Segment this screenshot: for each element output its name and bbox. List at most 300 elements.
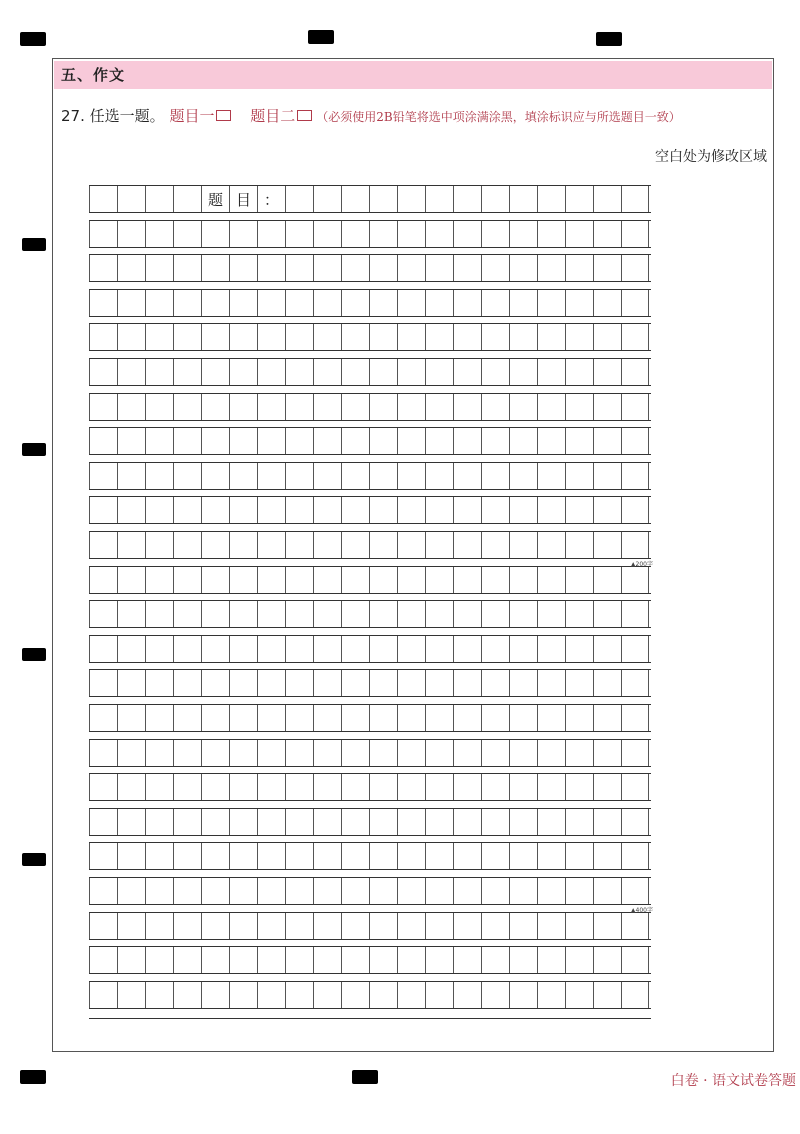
grid-cell[interactable] [313,532,341,558]
grid-cell[interactable] [593,359,621,385]
grid-cell[interactable] [397,705,425,731]
grid-cell[interactable] [397,497,425,523]
grid-cell[interactable] [593,601,621,627]
grid-cell[interactable] [593,982,621,1008]
grid-cell[interactable] [89,186,117,212]
grid-cell[interactable] [593,705,621,731]
grid-cell[interactable] [425,394,453,420]
grid-cell[interactable] [229,670,257,696]
grid-cell[interactable] [397,567,425,593]
grid-cell[interactable] [369,705,397,731]
grid-cell[interactable] [341,982,369,1008]
grid-cell[interactable] [341,463,369,489]
grid-cell[interactable] [257,843,285,869]
grid-cell[interactable] [481,636,509,662]
grid-cell[interactable] [593,913,621,939]
grid-cell[interactable] [173,497,201,523]
grid-cell[interactable] [369,221,397,247]
grid-cell[interactable] [341,221,369,247]
grid-cell[interactable] [173,221,201,247]
grid-cell[interactable] [593,463,621,489]
grid-cell[interactable] [509,601,537,627]
grid-cell[interactable] [509,913,537,939]
grid-cell[interactable] [117,359,145,385]
grid-cell[interactable] [565,463,593,489]
grid-cell[interactable] [537,497,565,523]
grid-cell[interactable] [89,740,117,766]
grid-cell[interactable] [593,290,621,316]
grid-cell[interactable] [369,359,397,385]
grid-cell[interactable] [341,947,369,973]
grid-cell[interactable] [509,843,537,869]
grid-cell[interactable] [229,913,257,939]
grid-cell[interactable] [537,255,565,281]
grid-cell[interactable] [509,809,537,835]
grid-cell[interactable] [453,601,481,627]
grid-cell[interactable] [537,324,565,350]
grid-cell[interactable] [145,324,173,350]
grid-cell[interactable] [229,705,257,731]
grid-cell[interactable] [341,601,369,627]
grid-cell[interactable] [593,221,621,247]
grid-cell[interactable] [453,497,481,523]
grid-cell[interactable] [621,567,649,593]
grid-cell[interactable] [229,324,257,350]
grid-cell[interactable] [425,947,453,973]
grid-cell[interactable] [173,567,201,593]
grid-cell[interactable] [509,394,537,420]
grid-cell[interactable] [425,774,453,800]
grid-cell[interactable] [621,636,649,662]
grid-cell[interactable] [341,394,369,420]
grid-cell[interactable] [313,290,341,316]
grid-cell[interactable] [229,497,257,523]
grid-cell[interactable] [229,809,257,835]
grid-cell[interactable] [565,428,593,454]
grid-cell[interactable] [425,567,453,593]
grid-cell[interactable] [285,843,313,869]
grid-cell[interactable] [313,774,341,800]
grid-cell[interactable] [229,463,257,489]
grid-cell[interactable] [341,636,369,662]
grid-cell[interactable] [425,186,453,212]
grid-cell[interactable] [425,601,453,627]
grid-cell[interactable] [341,532,369,558]
grid-cell[interactable] [481,221,509,247]
grid-cell[interactable] [341,705,369,731]
grid-cell[interactable] [509,982,537,1008]
grid-cell[interactable] [425,982,453,1008]
grid-cell[interactable] [89,982,117,1008]
grid-cell[interactable] [481,740,509,766]
grid-cell[interactable] [257,428,285,454]
grid-cell[interactable] [145,809,173,835]
grid-cell[interactable] [453,428,481,454]
grid-cell[interactable] [285,636,313,662]
grid-cell[interactable] [229,290,257,316]
grid-cell[interactable] [593,324,621,350]
grid-cell[interactable] [285,670,313,696]
grid-cell[interactable] [173,394,201,420]
grid-cell[interactable] [621,740,649,766]
grid-cell[interactable] [89,843,117,869]
grid-cell[interactable] [425,532,453,558]
grid-cell[interactable] [173,843,201,869]
grid-cell[interactable] [229,394,257,420]
grid-cell[interactable] [397,428,425,454]
grid-cell[interactable] [537,843,565,869]
grid-cell[interactable] [145,359,173,385]
grid-cell[interactable] [369,601,397,627]
grid-cell[interactable] [593,809,621,835]
grid-cell[interactable] [537,740,565,766]
grid-cell[interactable] [117,394,145,420]
grid-cell[interactable] [509,878,537,904]
grid-cell[interactable] [397,255,425,281]
grid-cell[interactable] [89,913,117,939]
grid-cell[interactable] [481,359,509,385]
grid-cell[interactable] [257,705,285,731]
grid-cell[interactable] [453,774,481,800]
grid-cell[interactable] [117,463,145,489]
grid-cell[interactable] [453,843,481,869]
grid-cell[interactable] [341,878,369,904]
grid-cell[interactable] [565,947,593,973]
grid-cell[interactable] [173,463,201,489]
grid-cell[interactable] [369,878,397,904]
grid-cell[interactable] [117,428,145,454]
grid-cell[interactable] [285,705,313,731]
grid-cell[interactable] [565,186,593,212]
grid-cell[interactable] [621,186,649,212]
grid-cell[interactable] [89,567,117,593]
grid-cell[interactable] [229,601,257,627]
grid-cell[interactable] [173,809,201,835]
grid-cell[interactable] [565,740,593,766]
grid-cell[interactable] [89,324,117,350]
grid-cell[interactable] [201,359,229,385]
grid-cell[interactable] [229,255,257,281]
grid-cell[interactable] [257,636,285,662]
grid-cell[interactable] [481,567,509,593]
grid-cell[interactable] [173,290,201,316]
grid-cell[interactable] [369,497,397,523]
grid-cell[interactable] [201,567,229,593]
grid-cell[interactable] [509,186,537,212]
grid-cell[interactable] [285,913,313,939]
grid-cell[interactable] [257,982,285,1008]
grid-cell[interactable] [621,255,649,281]
grid-cell[interactable] [397,221,425,247]
grid-cell[interactable] [537,982,565,1008]
grid-cell[interactable] [117,774,145,800]
grid-cell[interactable] [565,878,593,904]
grid-cell[interactable] [285,497,313,523]
grid-cell[interactable] [481,670,509,696]
grid-cell[interactable] [509,740,537,766]
grid-cell[interactable] [397,809,425,835]
grid-cell[interactable] [89,601,117,627]
grid-cell[interactable] [285,567,313,593]
grid-cell[interactable] [369,670,397,696]
grid-cell[interactable] [369,324,397,350]
grid-cell[interactable] [285,982,313,1008]
grid-cell[interactable] [145,913,173,939]
grid-cell[interactable] [621,221,649,247]
grid-cell[interactable] [313,394,341,420]
grid-cell[interactable] [369,843,397,869]
grid-cell[interactable] [565,705,593,731]
grid-cell[interactable] [313,497,341,523]
grid-cell[interactable] [565,532,593,558]
grid-cell[interactable] [621,947,649,973]
grid-cell[interactable] [341,843,369,869]
grid-cell[interactable] [537,567,565,593]
grid-cell[interactable] [145,601,173,627]
grid-cell[interactable] [593,255,621,281]
grid-cell[interactable] [145,497,173,523]
grid-cell[interactable] [257,601,285,627]
grid-cell[interactable] [425,497,453,523]
grid-cell[interactable] [565,324,593,350]
grid-cell[interactable] [621,532,649,558]
grid-cell[interactable] [201,394,229,420]
grid-cell[interactable] [537,809,565,835]
grid-cell[interactable] [145,670,173,696]
grid-cell[interactable] [285,394,313,420]
grid-cell[interactable] [257,774,285,800]
option-topic-2-checkbox[interactable] [297,110,312,121]
grid-cell[interactable] [173,670,201,696]
grid-cell[interactable] [89,878,117,904]
grid-cell[interactable] [117,532,145,558]
grid-cell[interactable] [537,947,565,973]
grid-cell[interactable] [229,878,257,904]
grid-cell[interactable] [89,359,117,385]
grid-cell[interactable] [201,221,229,247]
grid-cell[interactable] [229,532,257,558]
grid-cell[interactable] [481,255,509,281]
grid-cell[interactable] [621,463,649,489]
grid-cell[interactable] [565,636,593,662]
grid-cell[interactable] [117,497,145,523]
grid-cell[interactable] [453,290,481,316]
grid-cell[interactable] [117,324,145,350]
grid-cell[interactable] [453,567,481,593]
grid-cell[interactable] [341,324,369,350]
grid-cell[interactable] [537,428,565,454]
grid-cell[interactable] [537,670,565,696]
grid-cell[interactable] [117,567,145,593]
grid-cell[interactable] [145,428,173,454]
grid-cell[interactable] [593,878,621,904]
grid-cell[interactable] [117,290,145,316]
grid-cell[interactable] [229,740,257,766]
grid-cell[interactable] [341,740,369,766]
grid-cell[interactable] [313,324,341,350]
grid-cell[interactable] [425,809,453,835]
grid-cell[interactable] [509,324,537,350]
grid-cell[interactable] [565,290,593,316]
grid-cell[interactable] [425,255,453,281]
grid-cell[interactable] [145,567,173,593]
grid-cell[interactable] [369,982,397,1008]
grid-cell[interactable] [481,186,509,212]
grid-cell[interactable] [593,774,621,800]
grid-cell[interactable] [565,913,593,939]
grid-cell[interactable] [145,186,173,212]
grid-cell[interactable] [537,394,565,420]
grid-cell[interactable] [425,428,453,454]
grid-cell[interactable] [425,705,453,731]
grid-cell[interactable] [285,186,313,212]
grid-cell[interactable] [201,774,229,800]
grid-cell[interactable] [173,359,201,385]
grid-cell[interactable] [621,982,649,1008]
grid-cell[interactable] [89,497,117,523]
grid-cell[interactable] [313,567,341,593]
grid-cell[interactable] [257,463,285,489]
grid-cell[interactable] [397,947,425,973]
grid-cell[interactable] [257,394,285,420]
grid-cell[interactable] [593,843,621,869]
grid-cell[interactable] [173,878,201,904]
grid-cell[interactable] [537,359,565,385]
grid-cell[interactable] [621,774,649,800]
grid-cell[interactable] [313,359,341,385]
grid-cell[interactable] [117,982,145,1008]
grid-cell[interactable] [397,290,425,316]
grid-cell[interactable] [313,843,341,869]
essay-grid[interactable] [89,185,651,1019]
grid-cell[interactable] [509,947,537,973]
grid-cell[interactable] [593,567,621,593]
grid-cell[interactable] [341,428,369,454]
grid-cell[interactable] [565,843,593,869]
grid-cell[interactable] [117,601,145,627]
grid-cell[interactable] [173,636,201,662]
grid-cell[interactable] [425,636,453,662]
grid-cell[interactable] [173,428,201,454]
grid-cell[interactable] [481,982,509,1008]
grid-cell[interactable] [509,221,537,247]
grid-cell[interactable] [341,186,369,212]
grid-cell[interactable] [201,913,229,939]
grid-cell[interactable] [341,913,369,939]
grid-cell[interactable] [285,428,313,454]
grid-cell[interactable] [313,740,341,766]
grid-cell[interactable] [481,394,509,420]
grid-cell[interactable] [453,463,481,489]
grid-cell[interactable] [453,394,481,420]
grid-cell[interactable] [257,221,285,247]
grid-cell[interactable] [117,705,145,731]
grid-cell[interactable] [341,809,369,835]
grid-cell[interactable] [621,428,649,454]
grid-cell[interactable] [369,567,397,593]
grid-cell[interactable] [369,428,397,454]
grid-cell[interactable] [145,705,173,731]
grid-cell[interactable] [397,843,425,869]
grid-cell[interactable] [537,601,565,627]
grid-cell[interactable] [537,878,565,904]
grid-cell[interactable] [201,601,229,627]
grid-cell[interactable] [565,394,593,420]
grid-cell[interactable] [229,843,257,869]
grid-cell[interactable] [509,463,537,489]
grid-cell[interactable] [173,255,201,281]
grid-cell[interactable] [481,463,509,489]
grid-cell[interactable] [201,843,229,869]
grid-cell[interactable] [89,947,117,973]
grid-cell[interactable] [565,221,593,247]
grid-cell[interactable] [145,221,173,247]
grid-cell[interactable] [369,913,397,939]
grid-cell[interactable] [509,497,537,523]
grid-cell[interactable] [89,705,117,731]
grid-cell[interactable] [257,740,285,766]
grid-cell[interactable] [369,463,397,489]
grid-cell[interactable] [425,324,453,350]
grid-cell[interactable] [229,947,257,973]
grid-cell[interactable] [313,670,341,696]
grid-cell[interactable] [565,809,593,835]
grid-cell[interactable] [593,947,621,973]
grid-cell[interactable] [481,809,509,835]
grid-cell[interactable] [369,809,397,835]
grid-cell[interactable] [201,324,229,350]
grid-cell[interactable] [201,255,229,281]
grid-cell[interactable] [89,221,117,247]
grid-cell[interactable] [537,463,565,489]
grid-cell[interactable] [369,636,397,662]
grid-cell[interactable] [313,705,341,731]
grid-cell[interactable] [537,221,565,247]
grid-cell[interactable] [509,359,537,385]
grid-cell[interactable] [397,532,425,558]
grid-cell[interactable] [173,740,201,766]
grid-cell[interactable] [145,774,173,800]
grid-cell[interactable] [509,567,537,593]
grid-cell[interactable] [537,705,565,731]
grid-cell[interactable] [313,878,341,904]
grid-cell[interactable] [537,913,565,939]
grid-cell[interactable] [453,670,481,696]
grid-cell[interactable] [565,774,593,800]
grid-cell[interactable] [341,359,369,385]
grid-cell[interactable] [257,532,285,558]
grid-cell[interactable] [453,809,481,835]
grid-cell[interactable] [593,497,621,523]
grid-cell[interactable] [173,982,201,1008]
grid-cell[interactable] [565,567,593,593]
grid-cell[interactable] [117,809,145,835]
grid-cell[interactable] [509,290,537,316]
grid-cell[interactable] [397,601,425,627]
grid-cell[interactable] [341,290,369,316]
grid-cell[interactable] [537,290,565,316]
grid-cell[interactable] [201,670,229,696]
grid-cell[interactable] [481,913,509,939]
grid-cell[interactable] [425,843,453,869]
grid-cell[interactable] [89,532,117,558]
grid-cell[interactable] [285,290,313,316]
grid-cell[interactable] [397,670,425,696]
grid-cell[interactable] [425,670,453,696]
grid-cell[interactable] [145,878,173,904]
grid-cell[interactable] [145,982,173,1008]
grid-cell[interactable] [397,774,425,800]
